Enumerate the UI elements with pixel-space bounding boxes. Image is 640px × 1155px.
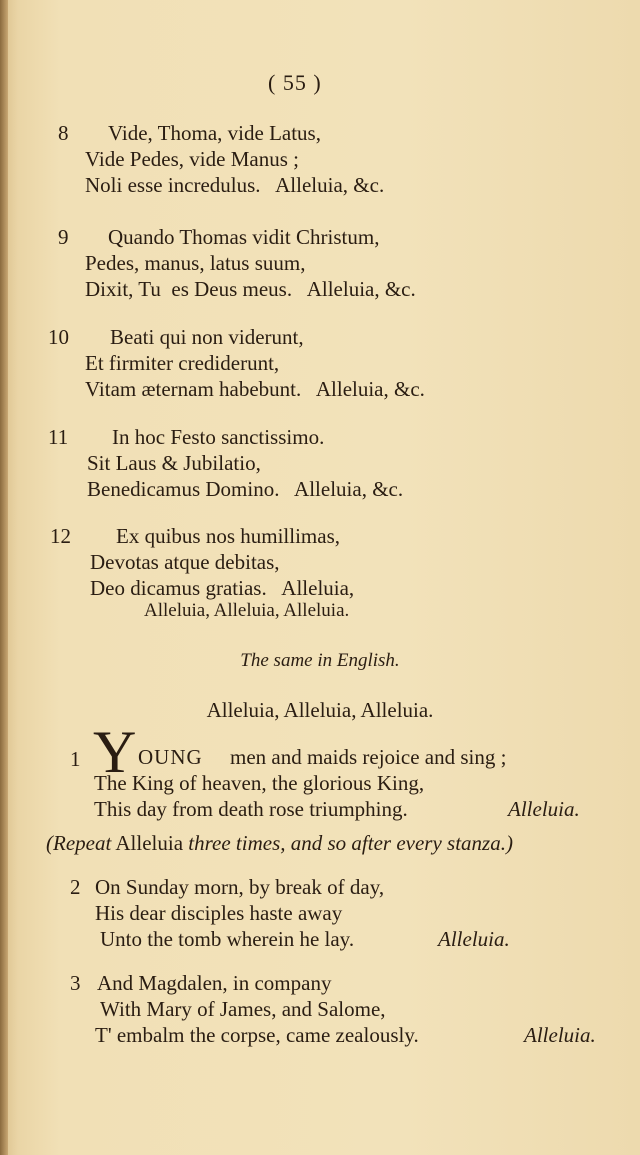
verse-line: Sit Laus & Jubilatio, [87, 451, 261, 475]
refrain: Alleluia. [524, 1023, 596, 1047]
stanza-number: 11 [48, 425, 69, 449]
verse-line: Et firmiter crediderunt, [85, 351, 280, 375]
verse-line: Beati qui non viderunt, [110, 325, 304, 349]
refrain: Alleluia. [508, 797, 580, 821]
page-number: ( 55 ) [268, 70, 322, 95]
verse-line: On Sunday morn, by break of day, [95, 875, 385, 899]
verse-line: Vitam æternam habebunt. Alleluia, &c. [85, 377, 425, 401]
verse-line: Quando Thomas vidit Christum, [108, 225, 380, 249]
verse-line: This day from death rose triumphing. [94, 797, 408, 821]
verse-line: And Magdalen, in company [97, 971, 332, 995]
refrain: Alleluia. [438, 927, 510, 951]
verse-line: Ex quibus nos humillimas, [116, 524, 341, 548]
verse-line: Devotas atque debitas, [90, 550, 280, 574]
verse-line: Alleluia, Alleluia, Alleluia. [144, 600, 350, 621]
page-gutter [0, 0, 8, 1155]
repeat-note-word: Alleluia [115, 831, 184, 855]
stanza-number: 1 [70, 747, 81, 771]
verse-line: With Mary of James, and Salome, [100, 997, 386, 1021]
verse-line: T' embalm the corpse, came zealously. [95, 1023, 419, 1047]
verse-line: Vide Pedes, vide Manus ; [85, 147, 299, 171]
section-heading: The same in English. [240, 650, 400, 671]
verse-line: Unto the tomb wherein he lay. [100, 927, 355, 951]
verse-line-start: OUNG [138, 745, 203, 769]
stanza-number: 10 [48, 325, 69, 349]
verse-line: The King of heaven, the glorious King, [94, 771, 425, 795]
verse-line: men and maids rejoice and sing ; [230, 745, 507, 769]
repeat-note-rest: three times, and so after every stanza.) [188, 831, 513, 855]
verse-line: In hoc Festo sanctissimo. [112, 425, 325, 449]
stanza-number: 9 [58, 225, 69, 249]
stanza-number: 2 [70, 875, 81, 899]
repeat-note [46, 830, 513, 856]
verse-line: Vide, Thoma, vide Latus, [108, 121, 321, 145]
verse-line: His dear disciples haste away [95, 901, 343, 925]
verse-line: Benedicamus Domino. Alleluia, &c. [87, 477, 404, 501]
verse-line: Deo dicamus gratias. Alleluia, [90, 576, 355, 600]
stanza-number: 12 [50, 524, 71, 548]
verse-line: Dixit, Tu es Deus meus. Alleluia, &c. [85, 277, 416, 301]
verse-line: Noli esse incredulus. Alleluia, &c. [85, 173, 385, 197]
alleluia-line: Alleluia, Alleluia, Alleluia. [206, 698, 434, 722]
stanza-number: 3 [70, 971, 81, 995]
drop-cap: Y [93, 719, 137, 785]
verse-line: Pedes, manus, latus suum, [85, 251, 306, 275]
repeat-note-open: (Repeat [46, 831, 112, 855]
stanza-number: 8 [58, 121, 69, 145]
